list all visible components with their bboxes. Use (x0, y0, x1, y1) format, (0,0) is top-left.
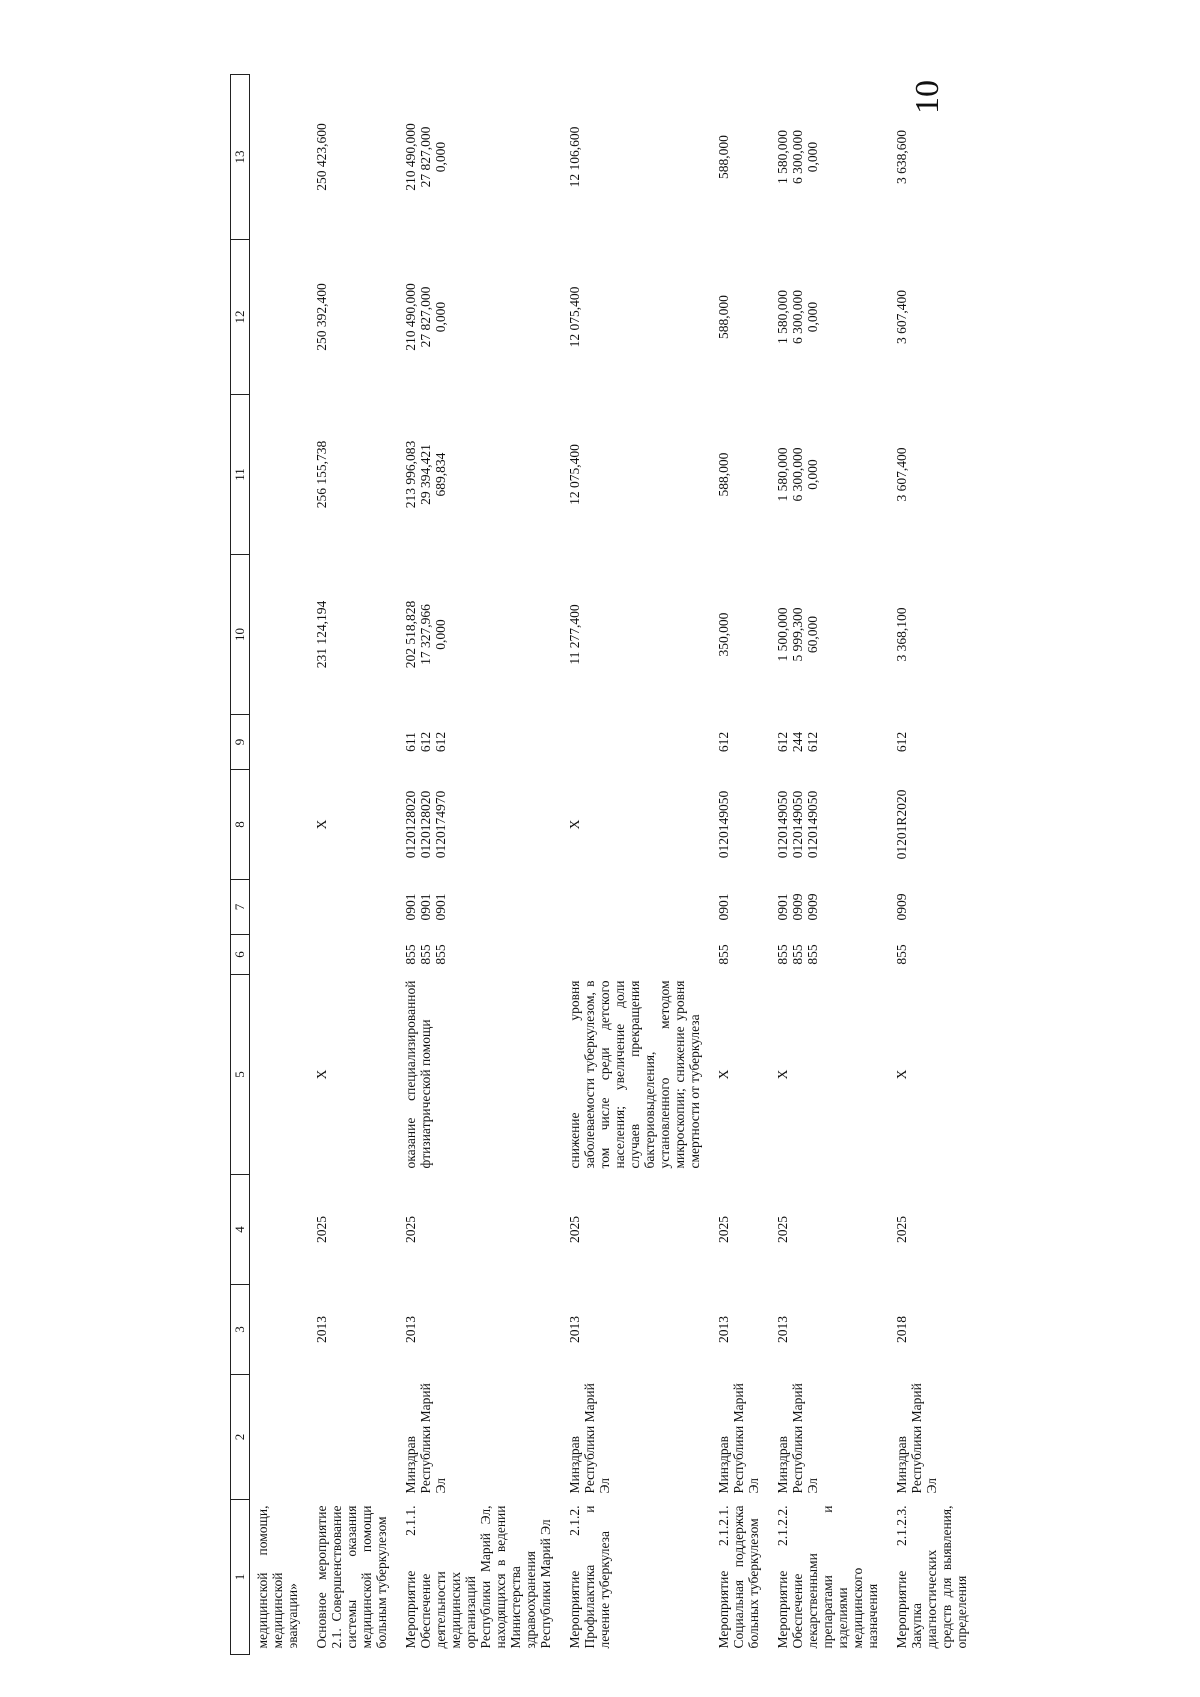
cell-c7 (711, 880, 770, 935)
cell-value: 12 106,600 (567, 126, 582, 188)
cell-value: 612 (894, 731, 909, 753)
cell-c13 (770, 75, 889, 240)
cell-value: 12 075,400 (567, 444, 582, 505)
column-header-5: 5 (231, 975, 250, 1175)
cell-c6 (562, 935, 711, 975)
cell-value: 0,000 (805, 459, 820, 490)
cell-value: 0909 (894, 893, 909, 921)
cell-c10 (770, 555, 889, 715)
cell-value: 855 (790, 944, 805, 965)
cell-value: 855 (716, 944, 731, 965)
cell-value: 588,000 (716, 452, 731, 497)
cell-value: 27 827,000 (418, 286, 433, 348)
cell-value: 0909 (805, 893, 820, 921)
cell-c3: 2013 (775, 1316, 790, 1343)
cell-value: 689,834 (433, 452, 448, 497)
cell-value: 17 327,966 (418, 604, 433, 665)
cell-value: 1 500,000 (775, 607, 790, 662)
cell-c9 (889, 715, 978, 770)
cell-c2 (309, 1375, 398, 1500)
cell-c5: X (775, 1069, 790, 1080)
cell-value: 612 (716, 731, 731, 753)
cell-value: 1 580,000 (775, 290, 790, 344)
cell-c8 (309, 770, 398, 880)
cell-value: 6 300,000 (790, 290, 805, 344)
cell-value: 611 (403, 732, 418, 752)
cell-value: 612 (433, 731, 448, 753)
column-header-6: 6 (231, 935, 250, 975)
cell-c3: 2013 (314, 1316, 329, 1343)
cell-c11 (889, 395, 978, 555)
cell-c3 (250, 1285, 310, 1375)
cell-value: 231 124,194 (314, 600, 329, 669)
cell-value: 588,000 (716, 135, 731, 179)
cell-c2: Минздрав Республики Марий Эл (894, 1383, 939, 1494)
cell-value: 855 (894, 944, 909, 965)
cell-value: 1 580,000 (775, 130, 790, 184)
cell-c13 (562, 75, 711, 240)
table-row (889, 75, 978, 1655)
cell-c1: Мероприятие 2.1.2.2. Обеспечение лекарственными препаратами и изделиями медицинского назначения (775, 1505, 880, 1649)
cell-value: 0120149050 (775, 790, 790, 859)
cell-c6 (770, 935, 889, 975)
cell-c8 (562, 770, 711, 880)
cell-c7 (250, 880, 310, 935)
cell-c4: 2025 (775, 1216, 790, 1243)
column-header-13: 13 (231, 75, 250, 240)
cell-value: 855 (403, 944, 418, 965)
cell-value: 11 277,400 (567, 604, 582, 665)
cell-c2: Минздрав Республики Марий Эл (567, 1383, 612, 1494)
cell-c11 (250, 395, 310, 555)
cell-value: 612 (805, 731, 820, 753)
cell-c4: 2025 (894, 1216, 909, 1243)
cell-c3: 2013 (567, 1316, 582, 1343)
cell-c13 (711, 75, 770, 240)
cell-value: 612 (418, 731, 433, 753)
cell-c12 (711, 240, 770, 395)
cell-c10 (398, 555, 562, 715)
cell-c11 (770, 395, 889, 555)
cell-c3: 2013 (716, 1316, 731, 1343)
cell-value: 855 (805, 944, 820, 965)
cell-c11 (309, 395, 398, 555)
cell-value: 0120128020 (418, 790, 433, 859)
cell-value: 27 827,000 (418, 126, 433, 188)
cell-value: 0120149050 (805, 790, 820, 859)
cell-c8 (250, 770, 310, 880)
cell-value: 3 607,400 (894, 290, 909, 344)
table-body (250, 75, 979, 1655)
cell-c13 (889, 75, 978, 240)
column-header-2: 2 (231, 1375, 250, 1500)
cell-c7 (889, 880, 978, 935)
cell-c6 (398, 935, 562, 975)
cell-c13 (398, 75, 562, 240)
cell-c9 (562, 715, 711, 770)
cell-c9 (398, 715, 562, 770)
cell-value: 0901 (418, 893, 433, 921)
cell-value: 612 (775, 731, 790, 753)
cell-c6 (711, 935, 770, 975)
cell-value: 0120149050 (790, 790, 805, 859)
cell-c1: Мероприятие 2.1.2. Профилактика и лечение туберкулеза (567, 1505, 612, 1649)
cell-c10 (562, 555, 711, 715)
cell-c1: медицинской помощи, медицинской эвакуации» (250, 1500, 310, 1655)
cell-c4 (250, 1175, 310, 1285)
column-header-1: 1 (231, 1500, 250, 1655)
rotated-table-wrapper (230, 75, 970, 1655)
cell-c5: оказание специализированной фтизиатрической помощи (403, 980, 433, 1169)
cell-c1: Мероприятие 2.1.2.3. Закупка диагностических средств для выявления, определения (894, 1505, 969, 1649)
cell-value: 6 300,000 (790, 130, 805, 184)
cell-c6 (250, 935, 310, 975)
cell-c10 (309, 555, 398, 715)
cell-value: 250 392,400 (314, 283, 329, 351)
table-row (309, 75, 398, 1655)
cell-value: 0901 (403, 893, 418, 921)
cell-c2: Минздрав Республики Марий Эл (403, 1383, 448, 1494)
cell-c10 (889, 555, 978, 715)
budget-table (230, 74, 978, 1655)
header-row (231, 75, 250, 1655)
column-header-12: 12 (231, 240, 250, 395)
cell-c12 (770, 240, 889, 395)
cell-c3: 2018 (894, 1316, 909, 1343)
cell-c6 (309, 935, 398, 975)
cell-value: 213 996,083 (403, 440, 418, 509)
cell-value: 244 (790, 731, 805, 753)
cell-value: 01201R2020 (894, 789, 909, 860)
cell-c2: Минздрав Республики Марий Эл (716, 1383, 761, 1494)
cell-c2: Минздрав Республики Марий Эл (775, 1383, 820, 1494)
cell-value: 855 (418, 944, 433, 965)
column-header-3: 3 (231, 1285, 250, 1375)
cell-value: 0,000 (433, 141, 448, 173)
cell-value: 0120128020 (403, 790, 418, 859)
cell-value: 250 423,600 (314, 123, 329, 191)
cell-value: 0909 (790, 893, 805, 921)
cell-c12 (398, 240, 562, 395)
cell-value: 60,000 (805, 615, 820, 654)
cell-c5: X (314, 1069, 329, 1080)
column-header-10: 10 (231, 555, 250, 715)
table-row (770, 75, 889, 1655)
cell-value: 3 368,100 (894, 607, 909, 662)
cell-value: 0901 (775, 893, 790, 921)
cell-value: 29 394,421 (418, 444, 433, 505)
cell-value: 855 (775, 944, 790, 965)
cell-c12 (562, 240, 711, 395)
column-header-8: 8 (231, 770, 250, 880)
cell-c1: Основное мероприятие 2.1. Совершенствование системы оказания медицинской помощи больным туберкулезом (314, 1505, 389, 1649)
cell-value: 0120174970 (433, 790, 448, 859)
cell-value: 0901 (433, 893, 448, 921)
cell-c3: 2013 (403, 1316, 418, 1343)
cell-c8 (711, 770, 770, 880)
cell-value: 5 999,300 (790, 607, 805, 662)
cell-c12 (250, 240, 310, 395)
cell-c4: 2025 (403, 1216, 418, 1243)
cell-c7 (398, 880, 562, 935)
cell-value: 0120149050 (716, 790, 731, 859)
cell-c9 (250, 715, 310, 770)
cell-c8 (398, 770, 562, 880)
cell-c4: 2025 (567, 1216, 582, 1243)
cell-c1: Мероприятие 2.1.1. Обеспечение деятельности медицинских организаций Республики Марий Эл, находящихся в ведении Министерства здравоохранения Республики Марий Эл (403, 1505, 553, 1649)
column-header-4: 4 (231, 1175, 250, 1285)
page-number: 10 (909, 80, 946, 114)
cell-c9 (309, 715, 398, 770)
cell-c5 (250, 975, 310, 1175)
cell-c7 (770, 880, 889, 935)
cell-value: X (314, 819, 329, 830)
cell-value: 6 300,000 (790, 447, 805, 502)
cell-c12 (309, 240, 398, 395)
cell-c5: X (894, 1069, 909, 1080)
cell-c5: снижение уровня заболеваемости туберкулезом, в том числе среди детского населения; увеличение доли случаев прекращения бактериовыделения, установленного методом микроскопии; снижение уровня смертности от туберкулеза (567, 980, 702, 1169)
cell-value: 0,000 (805, 141, 820, 173)
cell-c7 (309, 880, 398, 935)
column-header-9: 9 (231, 715, 250, 770)
cell-c7 (562, 880, 711, 935)
cell-c1: Мероприятие 2.1.2.1. Социальная поддержка больных туберкулезом (716, 1505, 761, 1649)
cell-c13 (250, 75, 310, 240)
column-header-7: 7 (231, 880, 250, 935)
cell-c2 (250, 1375, 310, 1500)
table-row (398, 75, 562, 1655)
cell-c8 (770, 770, 889, 880)
table-row (250, 75, 310, 1655)
cell-value: 3 607,400 (894, 447, 909, 502)
cell-value: 210 490,000 (403, 283, 418, 351)
cell-c11 (562, 395, 711, 555)
cell-value: 0,000 (805, 301, 820, 333)
cell-value: 202 518,828 (403, 600, 418, 669)
cell-c8 (889, 770, 978, 880)
cell-c13 (309, 75, 398, 240)
cell-c10 (250, 555, 310, 715)
cell-c5: X (716, 1069, 731, 1080)
table-row (562, 75, 711, 1655)
cell-value: 12 075,400 (567, 286, 582, 348)
cell-value: 0,000 (433, 619, 448, 650)
cell-c10 (711, 555, 770, 715)
cell-c4: 2025 (314, 1216, 329, 1243)
cell-c12 (889, 240, 978, 395)
table-row (711, 75, 770, 1655)
column-header-11: 11 (231, 395, 250, 555)
cell-value: 0901 (716, 893, 731, 921)
cell-value: 855 (433, 944, 448, 965)
cell-c11 (711, 395, 770, 555)
cell-c9 (770, 715, 889, 770)
cell-value: 588,000 (716, 295, 731, 339)
cell-c11 (398, 395, 562, 555)
cell-c9 (711, 715, 770, 770)
cell-value: 0,000 (433, 301, 448, 333)
cell-value: 210 490,000 (403, 123, 418, 191)
cell-value: 256 155,738 (314, 440, 329, 509)
cell-value: 1 580,000 (775, 447, 790, 502)
cell-c4: 2025 (716, 1216, 731, 1243)
cell-value: X (567, 819, 582, 830)
cell-c6 (889, 935, 978, 975)
cell-value: 3 638,600 (894, 130, 909, 184)
cell-value: 350,000 (716, 612, 731, 657)
